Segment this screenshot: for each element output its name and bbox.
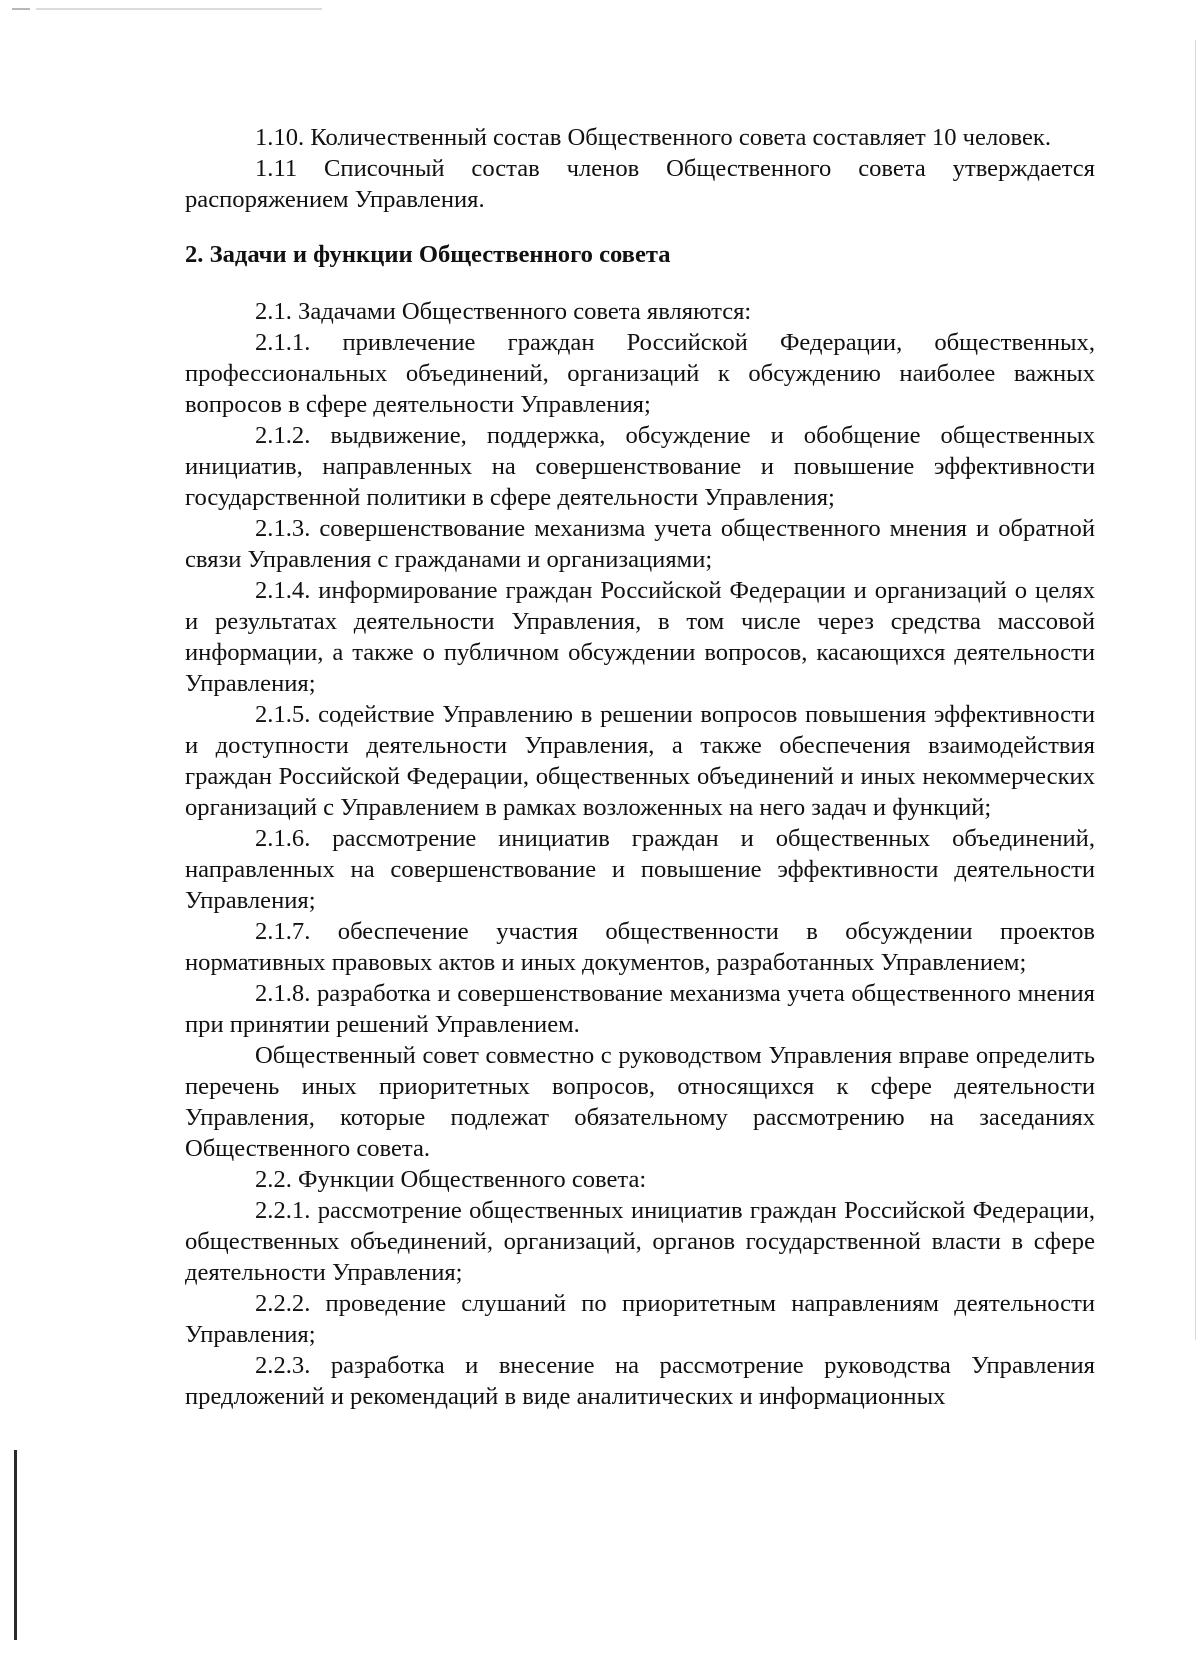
paragraph-2-1-4: 2.1.4. информирование граждан Российской Федерации и организаций о целях и результатах деятельности Управления, в том числе через средства массовой информации, а также о публичном обсуждении вопросов, касающихся деятельности Управления; [185,577,1095,697]
paragraph-2-1-2: 2.1.2. выдвижение, поддержка, обсуждение и обобщение общественных инициатив, направленных на совершенствование и повышение эффективности государственной политики в сфере деятельности Управления; [185,422,1095,511]
paragraph-2-1-5: 2.1.5. содействие Управлению в решении вопросов повышения эффективности и доступности деятельности Управления, а также обеспечения взаимодействия граждан Российской Федерации, общественных объединений и иных некоммерческих организаций с Управлением в рамках возложенных на него задач и функций; [185,701,1095,821]
paragraph-2-2-2: 2.2.2. проведение слушаний по приоритетным направлениям деятельности Управления; [185,1290,1095,1348]
paragraph-2-1-7: 2.1.7. обеспечение участия общественности в обсуждении проектов нормативных правовых актов и иных документов, разработанных Управлением; [185,918,1095,976]
paragraph-2-2: 2.2. Функции Общественного совета: [255,1166,647,1193]
document-body [185,122,1095,1412]
paragraph-1-11: 1.11 Списочный состав членов Общественного совета утверждается распоряжением Управления. [185,155,1095,213]
paragraph-2-2-3: 2.2.3. разработка и внесение на рассмотрение руководства Управления предложений и рекомендаций в виде аналитических и информационных [185,1352,1095,1410]
paragraph-2-1: 2.1. Задачами Общественного совета являются: [255,298,752,325]
paragraph-priority-questions: Общественный совет совместно с руководством Управления вправе определить перечень иных приоритетных вопросов, относящихся к сфере деятельности Управления, которые подлежат обязательному рассмотрению на заседаниях Общественного совета. [185,1042,1095,1162]
scan-artifact-right-edge [1195,40,1196,1340]
paragraph-2-1-6: 2.1.6. рассмотрение инициатив граждан и общественных объединений, направленных на совершенствование и повышение эффективности деятельности Управления; [185,825,1095,914]
paragraph-2-1-1: 2.1.1. привлечение граждан Российской Федерации, общественных, профессиональных объединений, организаций к обсуждению наиболее важных вопросов в сфере деятельности Управления; [185,329,1095,418]
paragraph-1-10: 1.10. Количественный состав Общественного совета составляет 10 человек. [255,124,1051,151]
paragraph-2-1-8: 2.1.8. разработка и совершенствование механизма учета общественного мнения при принятии решений Управлением. [185,980,1095,1038]
paragraph-2-2-1: 2.2.1. рассмотрение общественных инициатив граждан Российской Федерации, общественных объединений, организаций, органов государственной власти в сфере деятельности Управления; [185,1197,1095,1286]
section-heading: 2. Задачи и функции Общественного совета [185,241,671,268]
scan-artifact-top [12,8,322,10]
paragraph-2-1-3: 2.1.3. совершенствование механизма учета общественного мнения и обратной связи Управления с гражданами и организациями; [185,515,1095,573]
scan-artifact-left-edge [14,1450,17,1640]
